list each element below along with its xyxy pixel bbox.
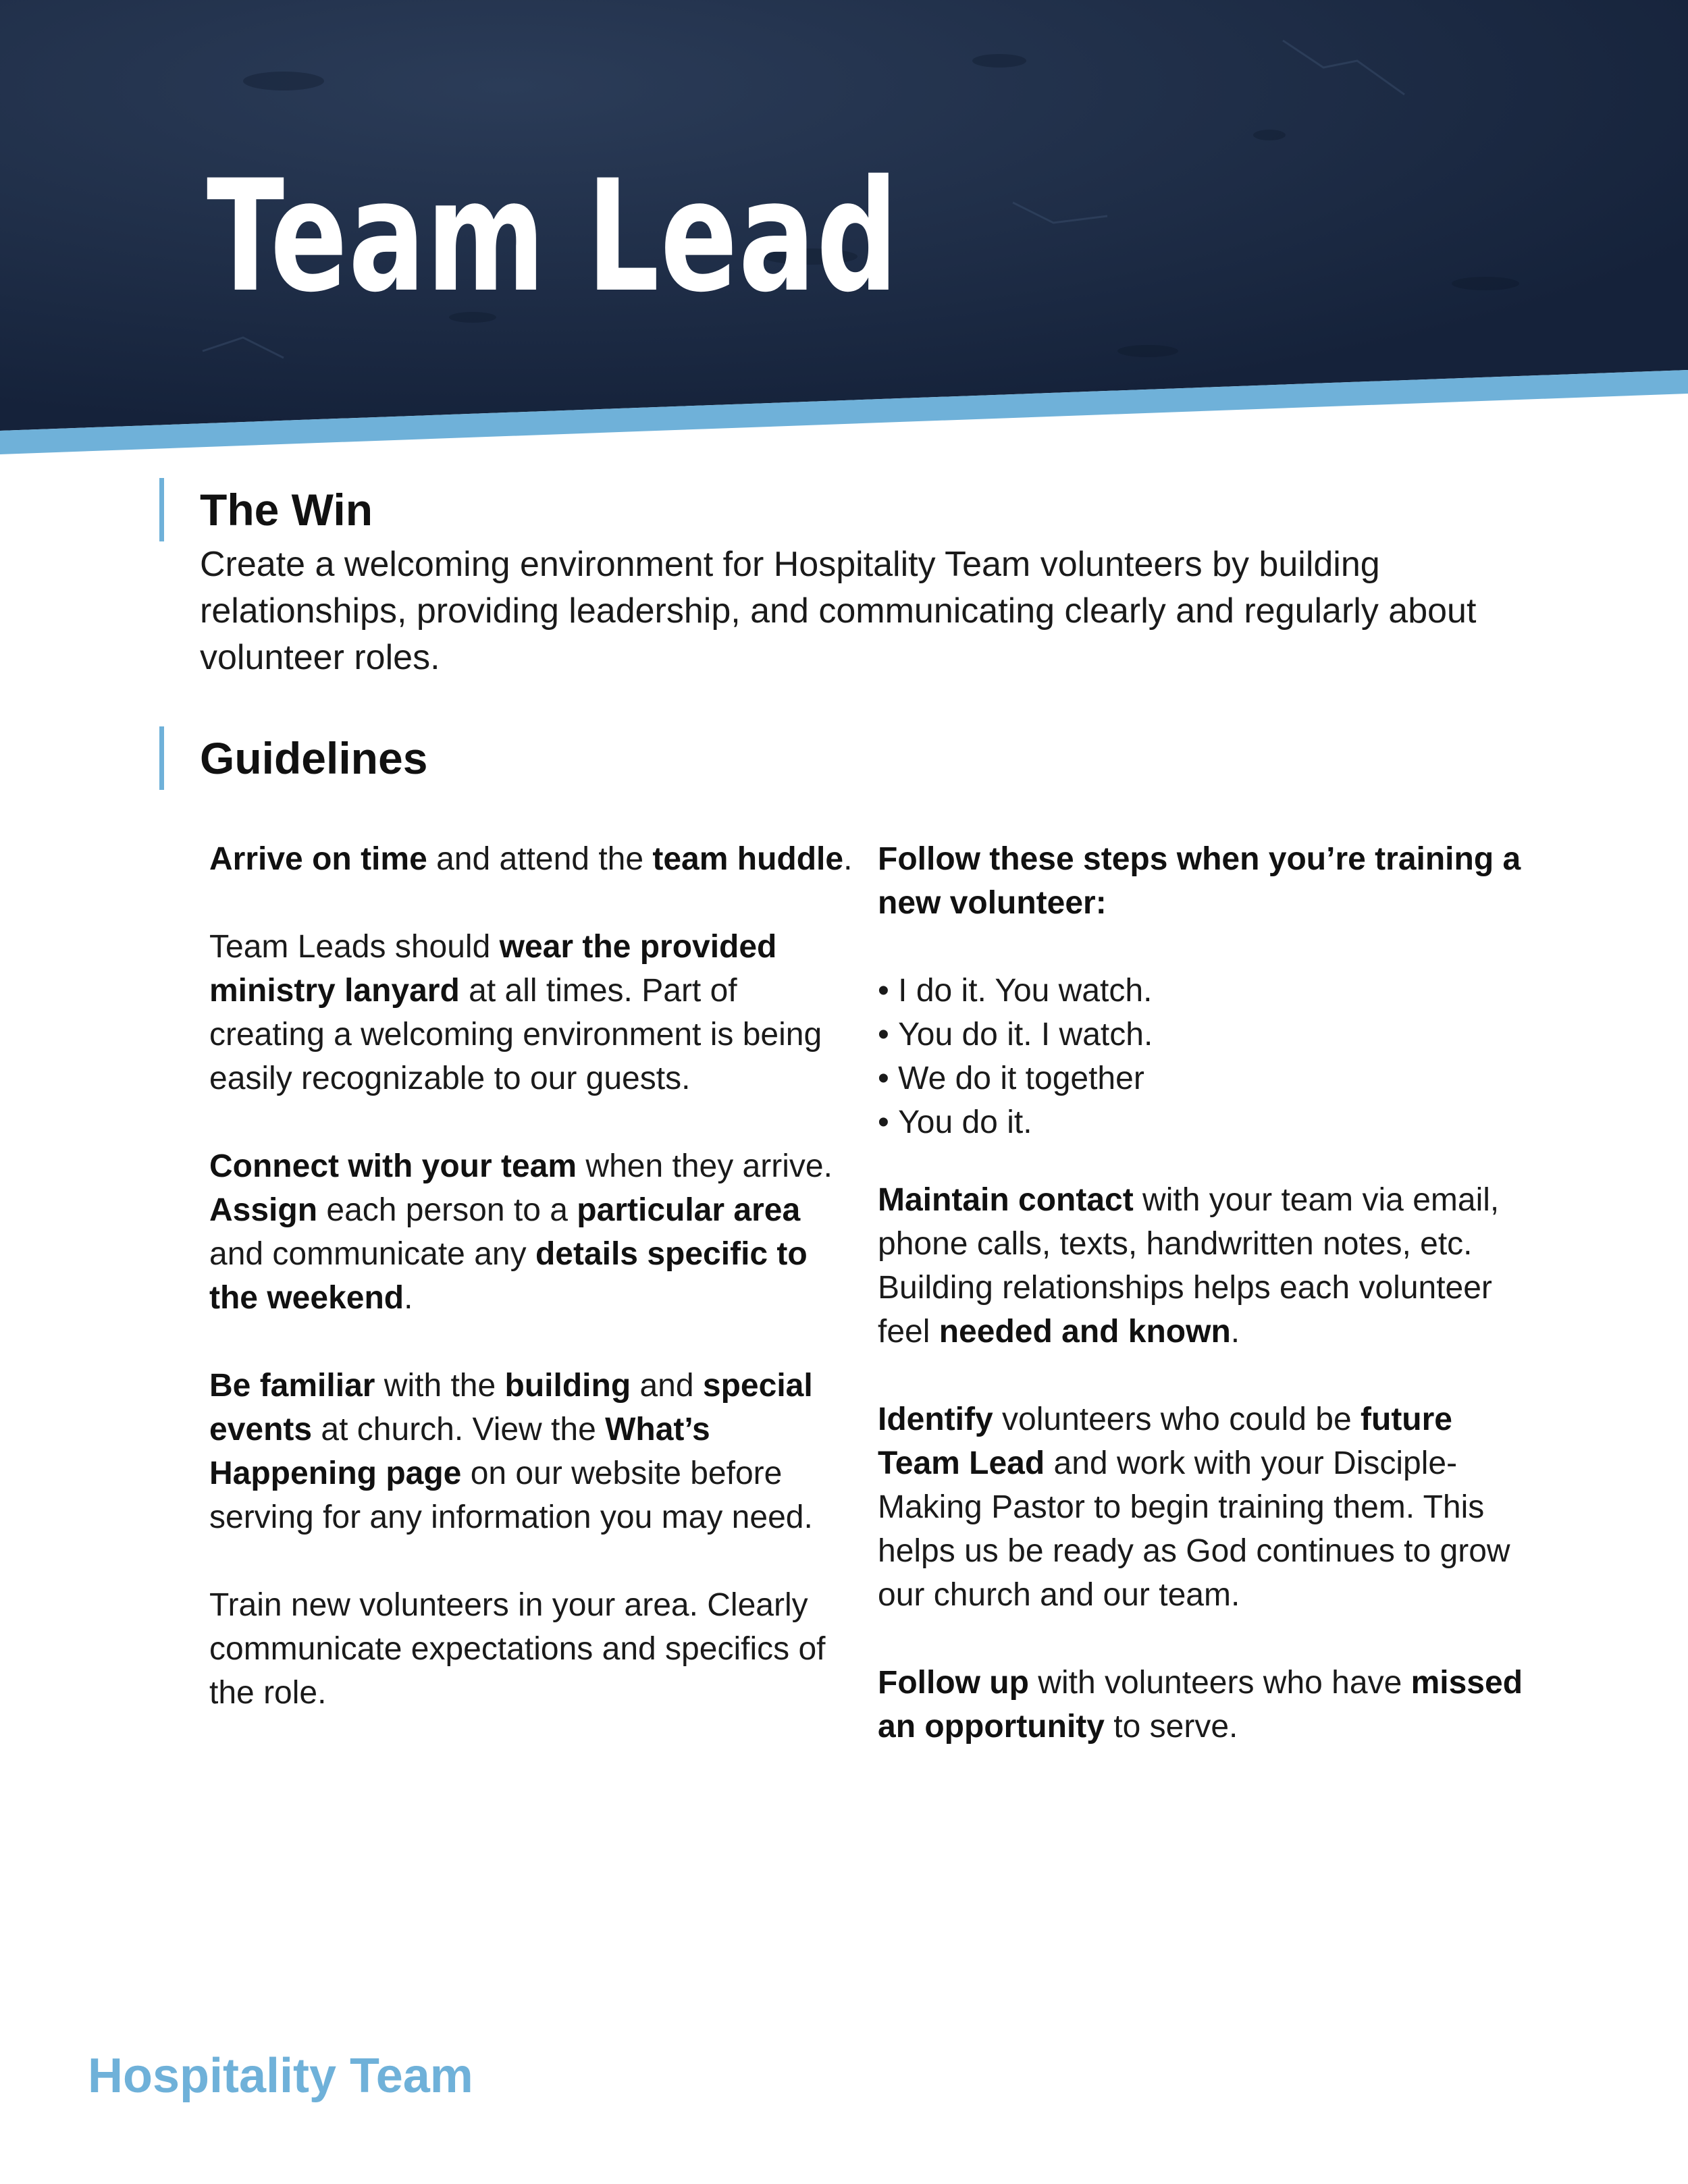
win-body: Create a welcoming environment for Hospitality Team volunteers by building relationships, providing leadership, and communicating clearly and regularly about volunteer roles.	[200, 545, 1477, 677]
text: with volunteers who have	[1028, 1665, 1411, 1701]
guideline-arrive	[209, 837, 858, 881]
guideline-train	[209, 1583, 858, 1715]
emphasis: future Team Lead	[878, 1402, 1452, 1481]
section-accent-bar	[159, 478, 164, 541]
text: .	[1230, 1314, 1240, 1350]
text: volunteers who could be	[993, 1402, 1361, 1437]
guidelines-left-column	[209, 837, 858, 1759]
win-heading: The Win	[200, 485, 373, 535]
text: to serve.	[1104, 1709, 1238, 1744]
text: when they arrive.	[577, 1148, 833, 1184]
text: .	[404, 1280, 413, 1316]
emphasis: Connect with your team	[209, 1148, 577, 1184]
list-item: • You do it.	[878, 1100, 1526, 1144]
text: .	[843, 841, 853, 877]
emphasis: special events	[209, 1368, 813, 1447]
guideline-connect	[209, 1144, 858, 1320]
emphasis: team huddle	[652, 841, 844, 877]
text: on our website before serving for any information you may need.	[209, 1456, 813, 1535]
emphasis: Assign	[209, 1192, 318, 1228]
emphasis: needed and known	[939, 1314, 1231, 1350]
training-steps-list	[878, 969, 1526, 1144]
guideline-contact	[878, 1178, 1526, 1354]
list-item: • We do it together	[878, 1057, 1526, 1100]
emphasis: details specific to the weekend	[209, 1236, 808, 1316]
emphasis: Arrive on time	[209, 841, 427, 877]
emphasis: What’s Happening page	[209, 1412, 710, 1491]
emphasis: Be familiar	[209, 1368, 375, 1404]
text: Team Leads should	[209, 929, 500, 965]
guideline-familiar	[209, 1364, 858, 1539]
emphasis: Identify	[878, 1402, 993, 1437]
text: with your team via email, phone calls, texts, handwritten notes, etc. Building relationships helps each volunteer feel	[878, 1182, 1500, 1350]
guideline-lanyard	[209, 925, 858, 1100]
header-banner	[0, 0, 1688, 473]
text: at all times. Part of creating a welcoming environment is being easily recognizable to our guests.	[209, 973, 822, 1096]
guideline-follow-up	[878, 1661, 1526, 1749]
page-title: Team Lead	[207, 147, 899, 326]
emphasis: particular area	[577, 1192, 801, 1228]
guideline-identify	[878, 1397, 1526, 1617]
emphasis: Follow up	[878, 1665, 1029, 1701]
text: with the	[375, 1368, 505, 1404]
footer-team-name: Hospitality Team	[88, 2049, 473, 2103]
text: at church. View the	[312, 1412, 606, 1447]
guidelines-right-column	[878, 837, 1526, 1792]
list-item: • You do it. I watch.	[878, 1013, 1526, 1057]
emphasis: building	[504, 1368, 631, 1404]
section-accent-bar	[159, 726, 164, 790]
emphasis: missed an opportunity	[878, 1665, 1523, 1744]
emphasis: Follow these steps when you’re training a new volunteer:	[878, 841, 1521, 921]
text: and communicate any	[209, 1236, 535, 1272]
emphasis: wear the provided ministry lanyard	[209, 929, 777, 1009]
training-heading	[878, 837, 1526, 925]
text: and work with your Disciple-Making Pastor to begin training them. This helps us be ready as God continues to grow our church and our team.	[878, 1445, 1510, 1613]
text: each person to a	[317, 1192, 577, 1228]
guidelines-heading: Guidelines	[200, 733, 428, 783]
text: and attend the	[427, 841, 653, 877]
text: Train new volunteers in your area. Clearly communicate expectations and specifics of the role.	[209, 1587, 826, 1711]
text: and	[631, 1368, 703, 1404]
list-item: • I do it. You watch.	[878, 969, 1526, 1013]
emphasis: Maintain contact	[878, 1182, 1134, 1218]
